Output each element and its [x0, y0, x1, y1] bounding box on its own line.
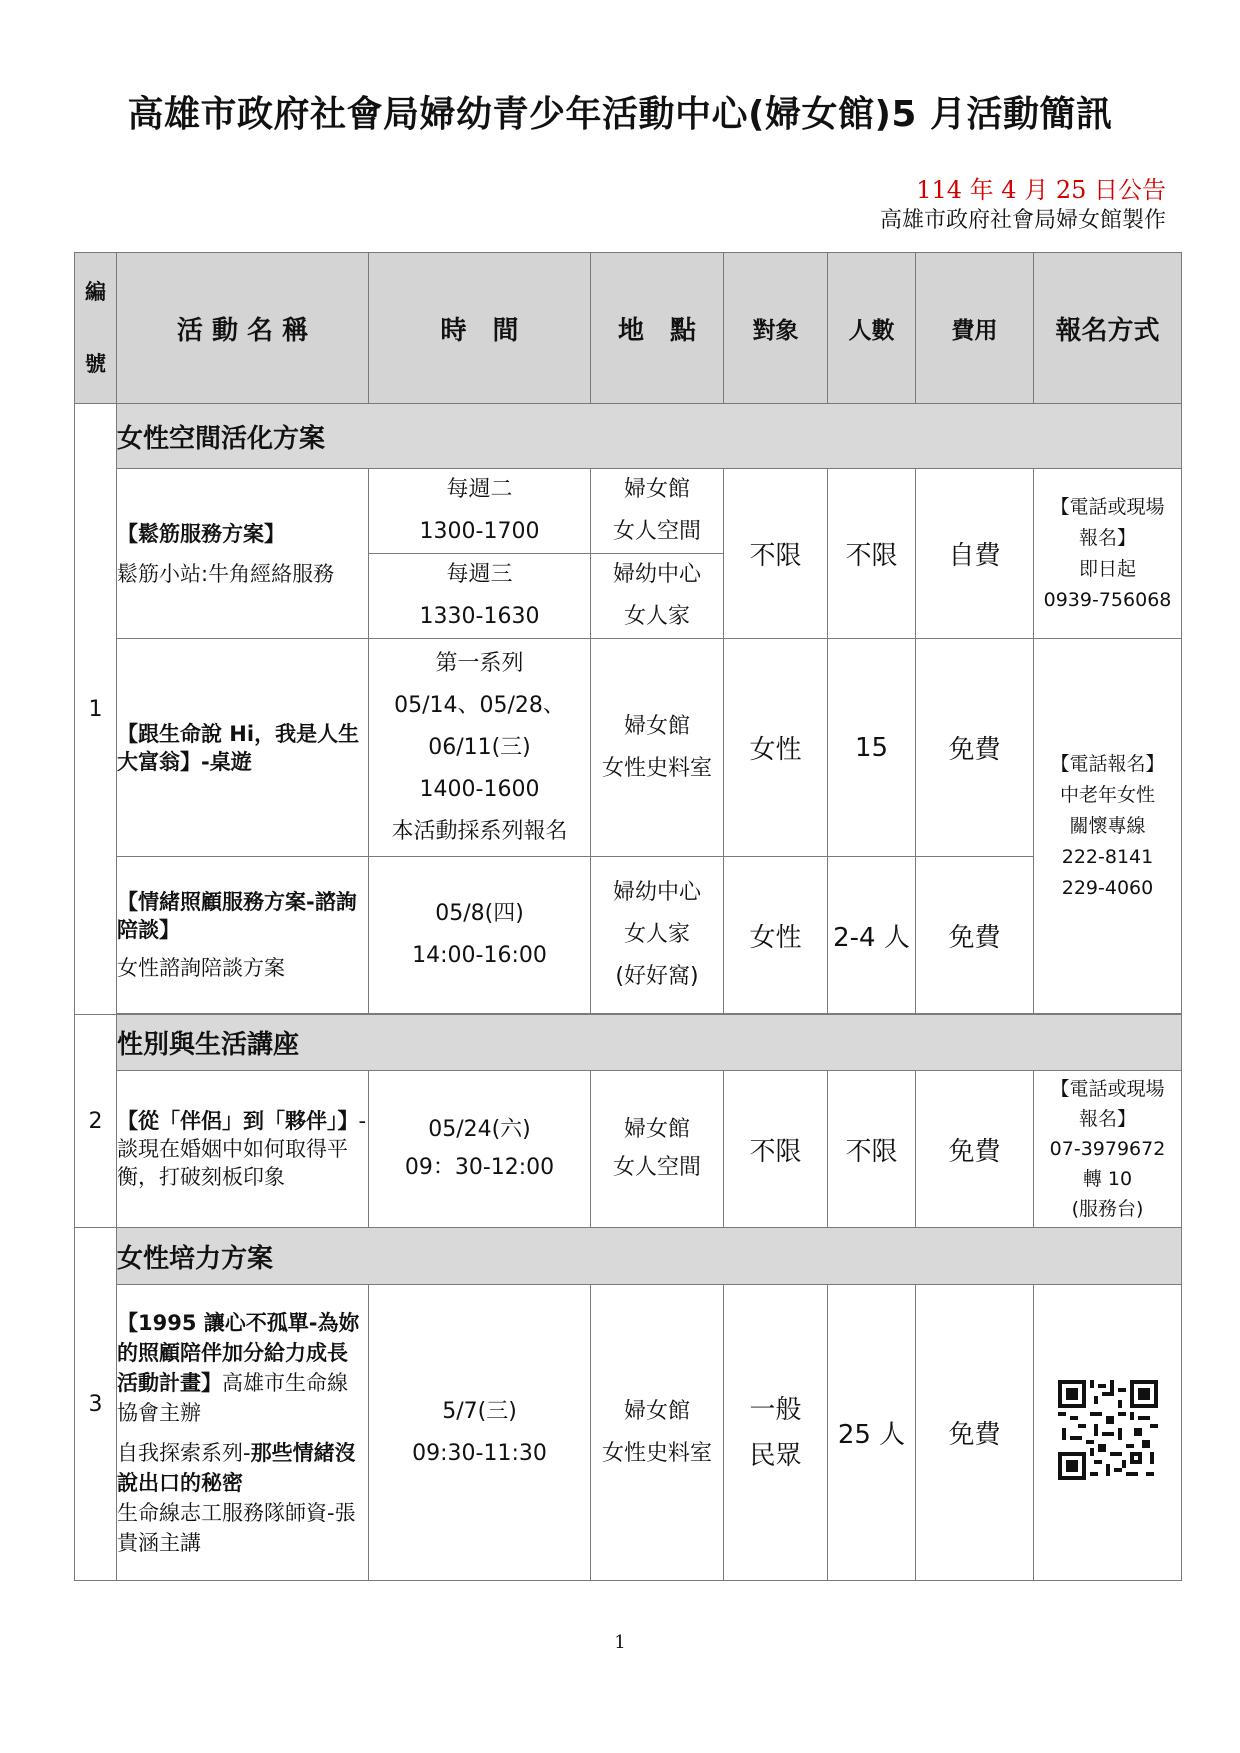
activity-place: 婦女館 女性史料室	[591, 639, 724, 857]
page-title: 高雄市政府社會局婦幼青少年活動中心(婦女館)5 月活動簡訊	[127, 94, 1113, 135]
header-time: 時 間	[369, 253, 591, 404]
signup-method	[1034, 1285, 1182, 1581]
header-fee: 費用	[916, 253, 1034, 404]
section-number: 3	[75, 1228, 117, 1581]
activity-time: 第一系列 05/14、05/28、 06/11(三) 1400-1600 本活動採系列報名	[369, 639, 591, 857]
section-title: 女性空間活化方案	[117, 404, 1182, 469]
activity-table	[74, 252, 1182, 1581]
activity-count: 15	[828, 639, 916, 857]
activity-name: 【從「伴侶」到「夥伴」】-談現在婚姻中如何取得平衡，打破刻板印象	[117, 1071, 369, 1228]
table-row	[75, 1285, 1182, 1581]
section-title: 性別與生活講座	[117, 1015, 1182, 1071]
signup-method: 【電話或現場 報名】 07-3979672 轉 10 (服務台)	[1034, 1071, 1182, 1228]
table-row	[75, 857, 1182, 1014]
activity-target: 女性	[724, 639, 828, 857]
activity-name: 【跟生命說 Hi，我是人生大富翁】-桌遊	[117, 639, 369, 857]
activity-place: 婦幼中心 女人家	[591, 554, 724, 639]
activity-place: 婦女館 女人空間	[591, 469, 724, 554]
section-row	[75, 1015, 1182, 1071]
page-number: 1	[614, 1632, 626, 1653]
activity-time: 5/7(三) 09:30-11:30	[369, 1285, 591, 1581]
activity-fee: 免費	[916, 639, 1034, 857]
section-row	[75, 1228, 1182, 1285]
activity-place: 婦女館 女人空間	[591, 1071, 724, 1228]
announce-date: 114 年 4 月 25 日公告	[916, 176, 1166, 204]
producer: 高雄市政府社會局婦女館製作	[879, 208, 1166, 233]
header-target: 對象	[724, 253, 828, 404]
section-row	[75, 404, 1182, 469]
signup-method: 【電話或現場 報名】 即日起 0939-756068	[1034, 469, 1182, 639]
header-signup: 報名方式	[1034, 253, 1182, 404]
activity-target: 女性	[724, 857, 828, 1014]
section-number: 1	[75, 404, 117, 1015]
activity-fee: 自費	[916, 469, 1034, 639]
activity-fee: 免費	[916, 1285, 1034, 1581]
header-row	[75, 253, 1182, 404]
qr-code-icon[interactable]	[1058, 1380, 1158, 1480]
table-row	[75, 1071, 1182, 1228]
activity-count: 2-4 人	[828, 857, 916, 1014]
header-count: 人數	[828, 253, 916, 404]
header-number: 編 號	[75, 253, 117, 404]
header-place: 地 點	[591, 253, 724, 404]
activity-time: 每週三 1330-1630	[369, 554, 591, 639]
activity-count: 不限	[828, 1071, 916, 1228]
table-row	[75, 469, 1182, 554]
section-number: 2	[75, 1015, 117, 1228]
activity-name: 【1995 讓心不孤單-為妳的照顧陪伴加分給力成長活動計畫】高雄市生命線協會主辦 自我探索系列-那些情緒沒說出口的秘密 生命線志工服務隊師資-張貴涵主講	[117, 1285, 369, 1581]
header-name: 活 動 名 稱	[117, 253, 369, 404]
activity-place: 婦幼中心 女人家 (好好窩)	[591, 857, 724, 1014]
signup-method: 【電話報名】 中老年女性 關懷專線 222-8141 229-4060	[1034, 639, 1182, 1014]
activity-time: 每週二 1300-1700	[369, 469, 591, 554]
activity-name: 【情緒照顧服務方案-諮詢陪談】 女性諮詢陪談方案	[117, 857, 369, 1014]
activity-place: 婦女館 女性史料室	[591, 1285, 724, 1581]
activity-count: 不限	[828, 469, 916, 639]
activity-target: 不限	[724, 469, 828, 639]
activity-target: 一般 民眾	[724, 1285, 828, 1581]
activity-name: 【鬆筋服務方案】 鬆筋小站:牛角經絡服務	[117, 469, 369, 639]
activity-fee: 免費	[916, 1071, 1034, 1228]
activity-time: 05/24(六) 09：30-12:00	[369, 1071, 591, 1228]
activity-fee: 免費	[916, 857, 1034, 1014]
activity-time: 05/8(四) 14:00-16:00	[369, 857, 591, 1014]
section-title: 女性培力方案	[117, 1228, 1182, 1285]
activity-target: 不限	[724, 1071, 828, 1228]
activity-count: 25 人	[828, 1285, 916, 1581]
table-row	[75, 639, 1182, 857]
